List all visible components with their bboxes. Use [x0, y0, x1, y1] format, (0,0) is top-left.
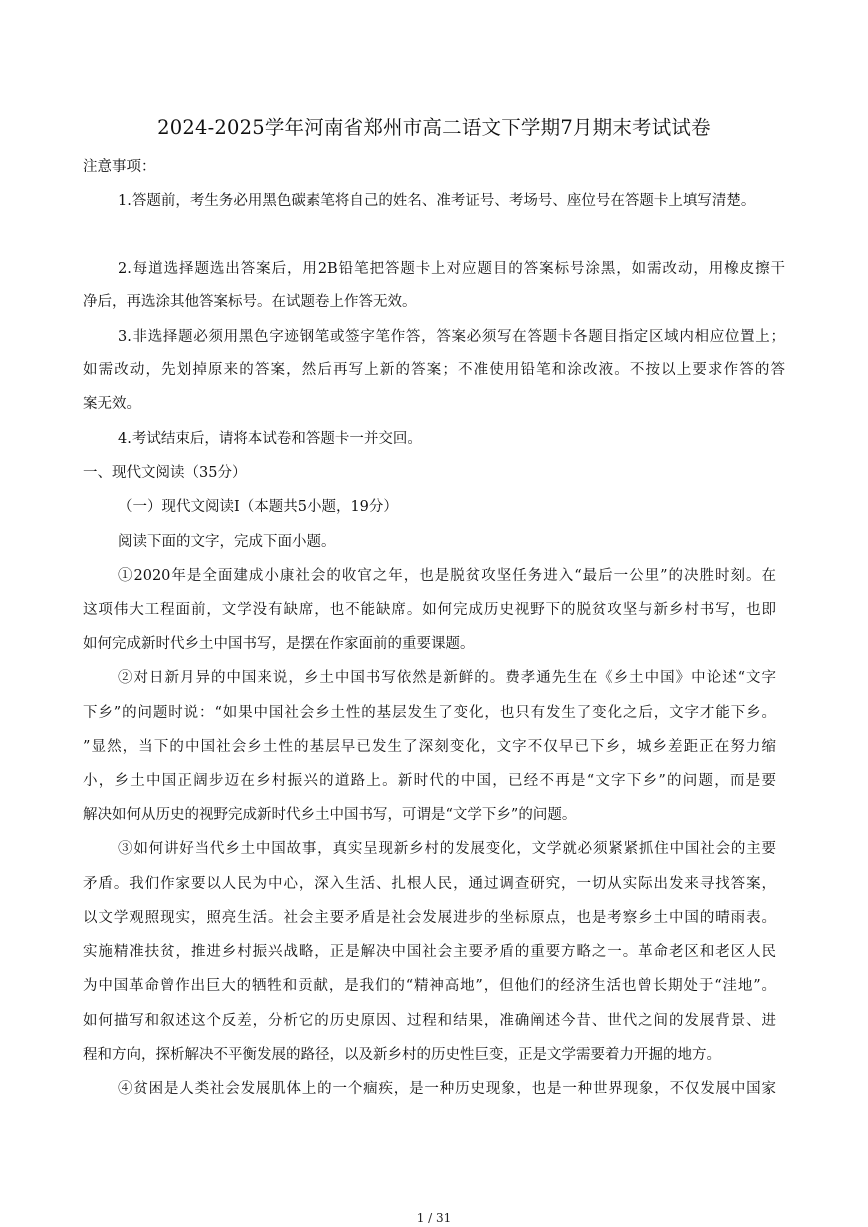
passage-p2-line-1: ②对日新月异的中国来说，乡土中国书写依然是新鲜的。费孝通先生在《乡土中国》中论述“文字 [118, 670, 776, 686]
passage-p2-line-4: 小，乡土中国正阔步迈在乡村振兴的道路上。新时代的中国，已经不再是“文字下乡”的问题，而是要 [83, 773, 776, 789]
notice-heading: 注意事项： [83, 159, 156, 175]
notice-item-4: 4.考试结束后，请将本试卷和答题卡一并交回。 [118, 431, 422, 447]
passage-p3-line-7: 程和方向，探析解决不平衡发展的路径，以及新乡村的历史性巨变，正是文学需要着力开掘的地方。 [83, 1047, 721, 1063]
section-heading: 一、现代文阅读（35分） [83, 465, 247, 481]
notice-item-3-line-1: 3.非选择题必须用黑色字迹钢笔或签字笔作答，答案必须写在答题卡各题目指定区域内相应位置上； [118, 329, 785, 345]
passage-p3-line-4: 实施精准扶贫，推进乡村振兴战略，正是解决中国社会主要矛盾的重要方略之一。革命老区和老区人民 [83, 944, 776, 960]
page-number: 1 / 31 [416, 1211, 452, 1225]
passage-p2-line-5: 解决如何从历史的视野完成新时代乡土中国书写，可谓是“文学下乡”的问题。 [83, 807, 577, 823]
passage-p4-line-1: ④贫困是人类社会发展肌体上的一个痼疾，是一种历史现象，也是一种世界现象，不仅发展中国家 [118, 1081, 776, 1097]
notice-item-2-line-2: 净后，再选涂其他答案标号。在试题卷上作答无效。 [83, 294, 417, 310]
passage-p3-line-3: 以文学观照现实，照亮生活。社会主要矛盾是社会发展进步的坐标原点，也是考察乡土中国的晴雨表。 [83, 910, 776, 926]
passage-p2-line-3: ”显然，当下的中国社会乡土性的基层早已发生了深刻变化，文字不仅早已下乡，城乡差距正在努力缩 [83, 739, 776, 755]
passage-p3-line-2: 矛盾。我们作家要以人民为中心，深入生活、扎根人民，通过调查研究，一切从实际出发来寻找答案， [83, 876, 776, 892]
reading-instruction: 阅读下面的文字，完成下面小题。 [118, 534, 336, 550]
notice-item-2-line-1: 2.每道选择题选出答案后，用2B铅笔把答题卡上对应题目的答案标号涂黑，如需改动，用橡皮擦干 [118, 261, 785, 277]
passage-p1-line-1: ①2020年是全面建成小康社会的收官之年，也是脱贫攻坚任务进入“最后一公里”的决胜时刻。在 [118, 568, 776, 584]
passage-p3-line-6: 如何描写和叙述这个反差，分析它的历史原因、过程和结果，准确阐述今昔、世代之间的发展背景、进 [83, 1013, 776, 1029]
notice-item-3-line-2: 如需改动，先划掉原来的答案，然后再写上新的答案；不准使用铅笔和涂改液。不按以上要求作答的答 [83, 362, 785, 378]
exam-title: 2024-2025学年河南省郑州市高二语文下学期7月期末考试试卷 [157, 116, 711, 139]
subsection-heading: （一）现代文阅读Ⅰ（本题共5小题，19分） [118, 499, 398, 515]
passage-p1-line-3: 如何完成新时代乡土中国书写，是摆在作家面前的重要课题。 [83, 636, 475, 652]
notice-item-3-line-3: 案无效。 [83, 396, 141, 412]
passage-p1-line-2: 这项伟大工程面前，文学没有缺席，也不能缺席。如何完成历史视野下的脱贫攻坚与新乡村书写，也即 [83, 602, 776, 618]
passage-p2-line-2: 下乡”的问题时说：“如果中国社会乡土性的基层发生了变化，也只有发生了变化之后，文字才能下乡。 [83, 705, 776, 721]
notice-item-1: 1.答题前，考生务必用黑色碳素笔将自己的姓名、准考证号、考场号、座位号在答题卡上填写清楚。 [118, 193, 756, 209]
passage-p3-line-1: ③如何讲好当代乡土中国故事，真实呈现新乡村的发展变化，文学就必须紧紧抓住中国社会的主要 [118, 841, 776, 857]
passage-p3-line-5: 为中国革命曾作出巨大的牺牲和贡献，是我们的“精神高地”，但他们的经济生活也曾长期处于“洼地”。 [83, 978, 776, 994]
